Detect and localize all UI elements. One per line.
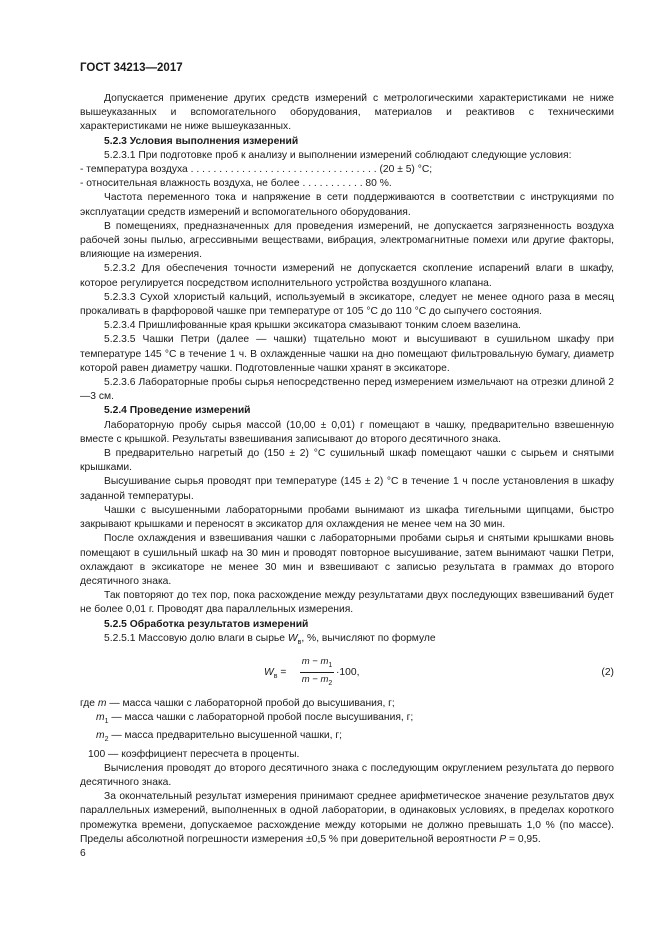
formula-fraction [300,655,334,690]
where-line-m: где m — масса чашки с лабораторной пробой до высушивания, г; [80,697,395,709]
paragraph-other-instruments: Допускается применение других средств измерений с метрологическими характеристиками не ниже вышеуказанных и вспомогательного оборудования, материалов и реактивов с техническими характеристиками не ниже вышеуказанных. [80,93,614,133]
where-line-m1: $m_1$ — масса чашки с лабораторной пробой после высушивания, г; [96,712,414,726]
section-heading-5-2-4: 5.2.4 Проведение измерений [104,405,251,417]
where-line-m2: $m_2$ — масса предварительно высушенной чашки, г; [96,730,343,744]
symbol-w: W [287,632,298,644]
paragraph-sample-weighing: Лабораторную пробу сырья массой (10,00 ± 0,01) г помещают в чашку, предварительно взвешенную вместе с крышкой. Результаты взвешивания записывают до второго десятичного знака. [80,419,614,445]
formula-number: (2) [601,666,614,678]
page-number: 6 [80,848,86,859]
paragraph-5-2-3-3: 5.2.3.3 Сухой хлористый кальций, используемый в эксикаторе, следует не менее одного раза в месяц прокаливать в фарфоровой чашке при температуре от 105 °С до 110 °С до сыпучего состояния. [80,291,614,318]
section-heading-5-2-3: 5.2.3 Условия выполнения измерений [104,135,299,147]
section-heading-5-2-5: 5.2.5 Обработка результатов измерений [104,618,309,630]
formula-numerator: $m - m_1$ [300,655,334,673]
paragraph-preheated-oven: В предварительно нагретый до (150 ± 2) °С сушильный шкаф помещают чашки с сырьем и снятыми крышками. [80,448,614,474]
where-line-100: 100 — коэффициент пересчета в проценты. [88,748,300,760]
symbol-w-subscript: в [297,638,302,646]
condition-air-temperature: - температура воздуха . . . . . . . . . . . . . . . . . . . . . . . . . . . . . . . . . (20 ± 5) °С; [80,164,433,176]
condition-air-humidity: - относительная влажность воздуха, не более . . . . . . . . . . . 80 %. [80,178,392,190]
symbol-p: P [499,833,507,845]
paragraph-5-2-3-2: 5.2.3.2 Для обеспечения точности измерений не допускается скопление испарений влаги в шкафу, которое регулируется посредством исполнительного устройства воздушного клапана. [80,263,614,289]
formula-2 [80,653,614,693]
paragraph-frequency-voltage: Частота переменного тока и напряжение в сети поддерживаются в соответствии с инструкциями по эксплуатации средств измерений и вспомогательного оборудования. [80,192,614,218]
formula-multiplier: ·100, [336,666,360,678]
formula-denominator: $m - m_2$ [301,673,333,687]
document-body [80,92,614,847]
paragraph-rounding: Вычисления проводят до второго десятичного знака с последующим округлением результата до первого десятичного знака. [80,762,614,789]
paragraph-repeat: Так повторяют до тех пор, пока расхождение между результатами двух последующих взвешиваний будет не более 0,01 г. Проводят два параллельных измерения. [80,590,614,616]
paragraph-5-2-3-5: 5.2.3.5 Чашки Петри (далее — чашки) тщательно моют и высушивают в сушильном шкафу при температуре 145 °С в течение 1 ч. В охлажденные чашки на дно помещают фильтровальную бумагу, диаметр которой равен диаметру чашки. Подготовленные чашки хранят в эксикаторе. [80,334,614,374]
paragraph-rooms: В помещениях, предназначенных для проведения измерений, не допускается загрязненность воздуха рабочей зоны пылью, агрессивными веществами, вибрация, электромагнитные помехи или другие факторы, влияющие на измерения. [80,220,614,261]
paragraph-5-2-3-6: 5.2.3.6 Лабораторные пробы сырья непосредственно перед измерением измельчают на отрезки длиной 2—3 см. [80,377,614,403]
paragraph-5-2-5-1: 5.2.5.1 Массовую долю влаги в сырье $W_в$, %, вычисляют по формуле [104,632,436,646]
paragraph-after-cooling: После охлаждения и взвешивания чашки с лабораторными пробами сырья и снятыми крышками вновь помещают в сушильный шкаф на 30 мин и проводят повторное высушивание, затем вынимают чашки Петри, охлаждают в эксикаторе не менее 30 мин и взвешивают с записью результата в граммах до второго десятичного знака. [80,533,614,587]
paragraph-final-result: За окончательный результат измерения принимают среднее арифметическое значение результатов двух параллельных измерений, выполненных в одной лаборатории, в одинаковых условиях, в пределах короткого промежутка времени, допускаемое расхождение между которыми не должно превышать 1,0 % (по массе). Пределы абсолютной погрешности измерения ±0,5 % при доверительной вероятности P = 0,95. [80,791,614,845]
document-code-header: ГОСТ 34213—2017 [80,62,183,74]
paragraph-removal: Чашки с высушенными лабораторными пробами вынимают из шкафа тигельными щипцами, быстро закрывают крышками и переносят в эксикатор для охлаждения не менее чем на 30 мин. [80,504,614,531]
paragraph-5-2-3-1: 5.2.3.1 При подготовке проб к анализу и выполнении измерений соблюдают следующие условия: [104,149,572,161]
paragraph-drying: Высушивание сырья проводят при температуре (145 ± 2) °С в течение 1 ч после установления в шкафу заданной температуры. [80,476,614,502]
formula-lhs: $W_в$ = [264,666,287,681]
paragraph-5-2-3-4: 5.2.3.4 Пришлифованные края крышки эксикатора смазывают тонким слоем вазелина. [104,320,521,332]
